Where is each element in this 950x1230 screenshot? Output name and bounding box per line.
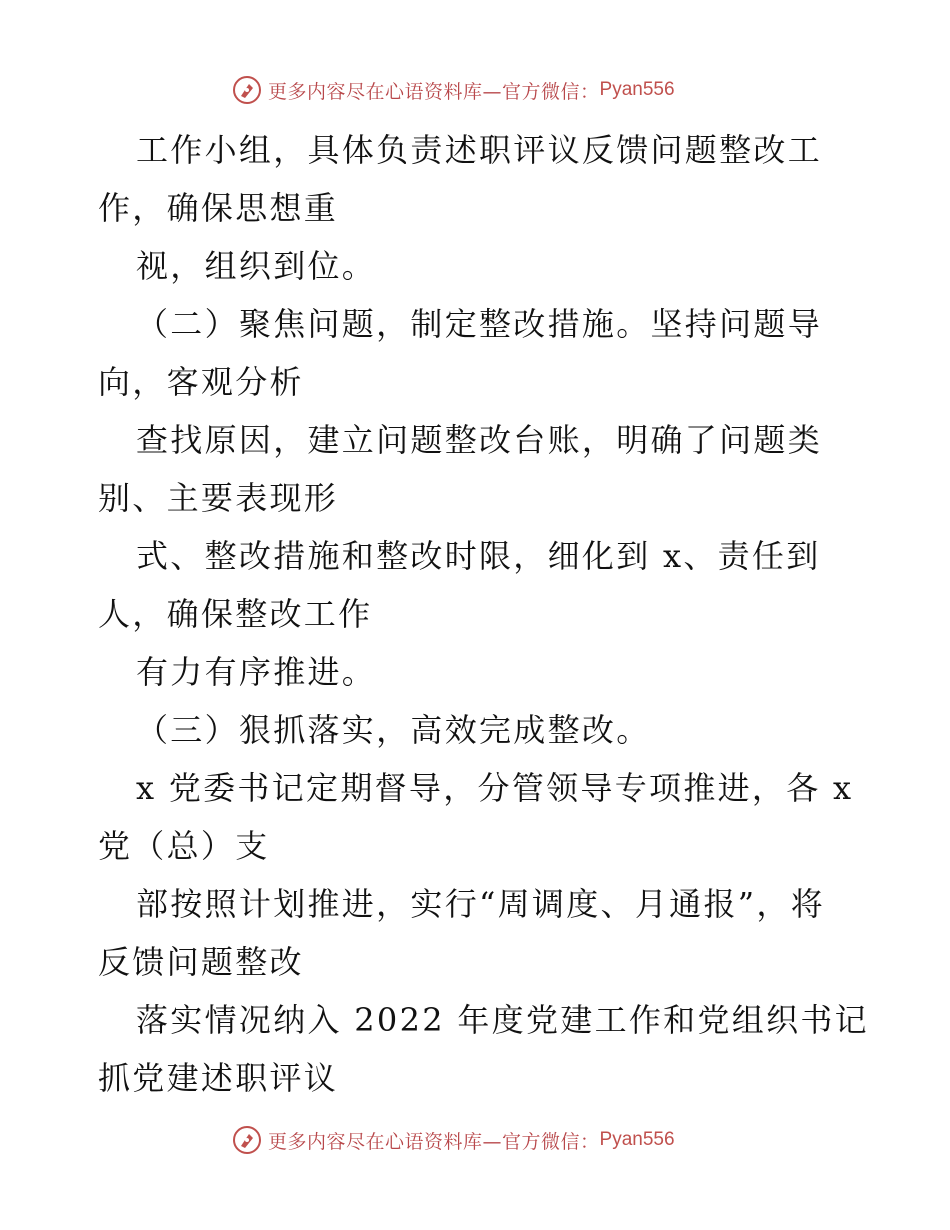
- text-line: （三）狠抓落实，高效完成整改。: [136, 711, 651, 749]
- footer-banner-text: 更多内容尽在心语资料库—官方微信：: [268, 1130, 600, 1153]
- footer-banner-handle: Pyan556: [599, 1129, 675, 1150]
- header-watermark-banner: [232, 73, 675, 107]
- header-banner-handle: Pyan556: [599, 79, 675, 100]
- text-line: 党（总）支: [98, 827, 270, 865]
- text-line: 有力有序推进。: [136, 653, 377, 691]
- text-line: 别、主要表现形: [98, 479, 339, 517]
- text-line: （二）聚焦问题，制定整改措施。坚持问题导: [136, 305, 823, 343]
- text-line: 工作小组，具体负责述职评议反馈问题整改工: [136, 131, 823, 169]
- text-line: 反馈问题整改: [98, 943, 304, 981]
- text-line: 落实情况纳入 2022 年度党建工作和党组织书记: [136, 1001, 869, 1039]
- pen-nib-logo-icon: [232, 75, 262, 105]
- text-line: x 党委书记定期督导，分管领导专项推进，各 x: [136, 769, 854, 807]
- document-body: [98, 121, 878, 1107]
- text-line: 人，确保整改工作: [98, 595, 373, 633]
- text-line: 视，组织到位。: [136, 247, 377, 285]
- footer-watermark-banner: [232, 1123, 675, 1157]
- text-line: 向，客观分析: [98, 363, 304, 401]
- text-line: 抓党建述职评议: [98, 1059, 339, 1097]
- text-line: 式、整改措施和整改时限，细化到 x、责任到: [136, 537, 821, 575]
- text-line: 部按照计划推进，实行“周调度、月通报”，将: [136, 885, 826, 923]
- text-line: 作，确保思想重: [98, 189, 339, 227]
- pen-nib-logo-icon: [232, 1125, 262, 1155]
- header-banner-text: 更多内容尽在心语资料库—官方微信：: [268, 80, 600, 103]
- text-line: 查找原因，建立问题整改台账，明确了问题类: [136, 421, 823, 459]
